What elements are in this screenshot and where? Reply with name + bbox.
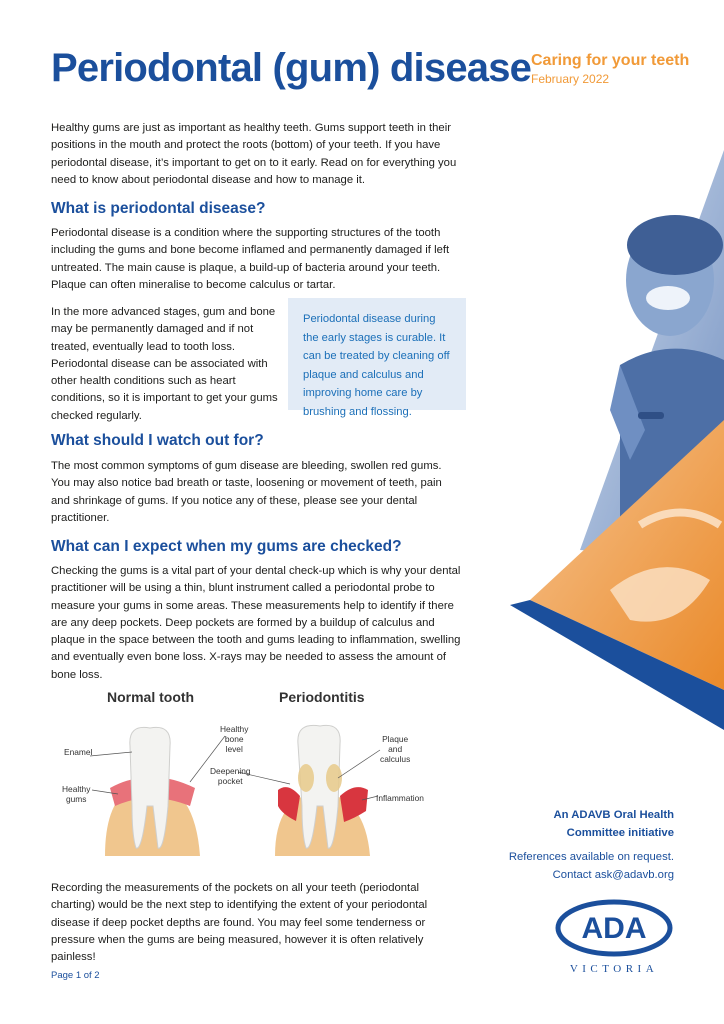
heading-what-is: What is periodontal disease? — [51, 200, 266, 217]
page-number: Page 1 of 2 — [51, 970, 100, 981]
callout-text: Periodontal disease during the early stages is curable. It can be treated by cleaning off plaque and calculus and improving home care by brushing and flossing. — [303, 313, 450, 418]
periodontitis-title: Periodontitis — [279, 689, 365, 705]
ada-victoria-logo — [554, 898, 674, 978]
contact-text: Contact ask@adavb.org — [552, 869, 674, 881]
perio-gum-left — [278, 787, 300, 821]
section3-paragraph: Checking the gums is a vital part of your dental check-up which is why your dental practitioner will be using a thin, blunt instrument called a periodontal probe to measure your gums in some areas. These measurements help to identify if there are any deep pockets. Deep pockets are formed by a buildup of calculus and plaque in the space between the tooth and gums leading to inflammation, swelling and eventually even bone loss. X-rays may be needed to assess the amount of bone loss. — [51, 565, 461, 681]
intro-paragraph: Healthy gums are just as important as healthy teeth. Gums support teeth in their positions in the mouth and protect the roots (bottom) of your teeth. If you have periodontal disease, it’s important to get on to it early. Read on for everything you need to know about periodontal disease and how to manage it. — [51, 122, 457, 186]
label-deepening-pocket: Deepening pocket — [210, 766, 251, 786]
initiative-line1: An ADAVB Oral Health — [553, 809, 674, 821]
perio-gum-right — [340, 787, 368, 822]
woman-flossing-photo — [470, 130, 724, 730]
references-text: References available on request. — [508, 851, 674, 863]
callout-box — [288, 298, 466, 418]
heading-gums-checked: What can I expect when my gums are checked? — [51, 538, 402, 555]
label-healthy-bone: Healthy bone level — [220, 724, 249, 754]
logo-text: ADA — [581, 912, 647, 945]
normal-tooth-title: Normal tooth — [107, 689, 195, 705]
perio-plaque-right — [326, 764, 342, 792]
label-enamel: Enamel — [64, 747, 93, 757]
perio-plaque-left — [298, 764, 314, 792]
series-title: Caring for your teeth — [531, 52, 690, 69]
section1-paragraph1: Periodontal disease is a condition where the supporting structures of the tooth including the gums and bone become inflamed and permanently damaged if left untreated. The main cause is plaque, a build-up of bacteria around your teeth. Plaque can often mineralise to become calculus or tartar. — [51, 227, 450, 291]
logo-subtext: VICTORIA — [569, 963, 659, 975]
section2-paragraph: The most common symptoms of gum disease are bleeding, swollen red gums. You may also notice bad breath or taste, loosening or movement of teeth, pain and shrinkage of gums. If you notice any of these, please see your dental practitioner. — [51, 460, 442, 524]
page-title: Periodontal (gum) disease — [51, 46, 532, 90]
section3-closing-paragraph: Recording the measurements of the pockets on all your teeth (periodontal charting) would be the next step to identifying the extent of your periodontal disease if deep pocket depths are found. You may feel some tenderness or pressure when the gums are being measured, however it is often relatively painless! — [51, 882, 428, 964]
section1-paragraph2: In the more advanced stages, gum and bone may be permanently damaged and if not treated, eventually lead to tooth loss. Periodontal disease can be associated with other health conditions such as heart conditions, so it is important to get your gums checked regularly. — [51, 306, 278, 422]
heading-watch-out: What should I watch out for? — [51, 432, 264, 449]
label-plaque: Plaque and calculus — [380, 734, 411, 764]
initiative-line2: Committee initiative — [566, 827, 674, 839]
label-healthy-gums: Healthy gums — [62, 784, 91, 804]
publication-date: February 2022 — [531, 72, 610, 86]
label-inflammation: Inflammation — [376, 793, 424, 803]
tooth-diagram — [50, 686, 450, 866]
